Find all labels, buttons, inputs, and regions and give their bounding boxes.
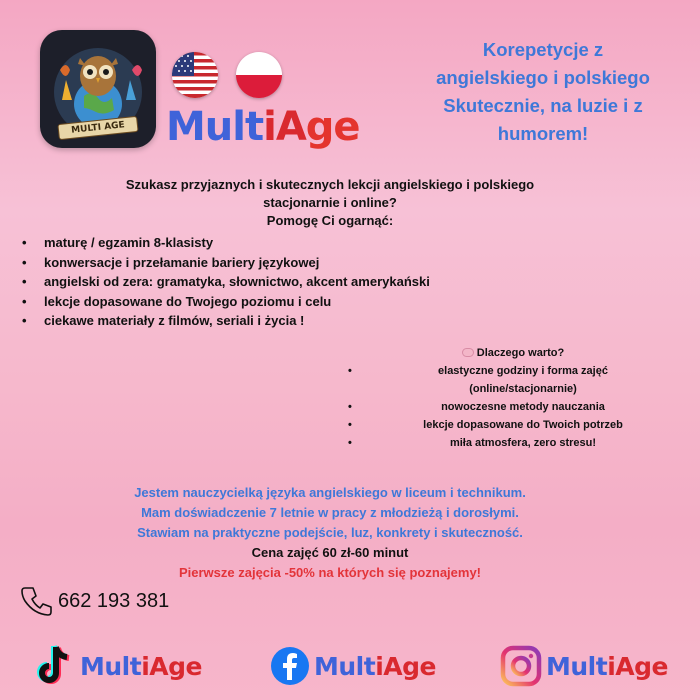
instagram-link[interactable] xyxy=(500,640,668,692)
list-item: • ciekawe materiały z filmów, seriali i życia ! xyxy=(22,311,430,331)
list-item: • miła atmosfera, zero stresu! xyxy=(348,437,597,449)
promo-text: Pierwsze zajęcia -50% na których się poznajemy! xyxy=(178,565,482,580)
tiktok-icon xyxy=(34,643,76,689)
us-flag-icon xyxy=(172,52,218,98)
intro-line-1: Szukasz przyjaznych i skutecznych lekcji angielskiego i polskiego xyxy=(125,177,535,192)
headline-line-1: Korepetycje z xyxy=(482,39,604,60)
list-item: • elastyczne godziny i forma zajęć xyxy=(348,365,608,377)
why-section xyxy=(348,344,678,452)
tiktok-label-2: iA xyxy=(141,651,169,681)
instagram-label-1: Mult xyxy=(546,651,608,681)
intro-text xyxy=(40,176,620,230)
tiktok-link[interactable] xyxy=(34,640,202,692)
about-section xyxy=(0,483,660,583)
about-line-2: Mam doświadczenie 7 letnie w pracy z młodzieżą i dorosłymi. xyxy=(141,505,519,520)
brand-part-1: Mult xyxy=(166,104,264,150)
headline xyxy=(388,36,698,148)
facebook-icon xyxy=(270,646,310,686)
brand-wordmark xyxy=(166,104,360,150)
list-item: • lekcje dopasowane do Twoich potrzeb xyxy=(348,419,623,431)
logo-banner: MULTI AGE xyxy=(57,116,138,140)
list-item: • maturę / egzamin 8-klasisty xyxy=(22,233,430,253)
pl-flag-icon xyxy=(236,52,282,98)
why-heading: Dlaczego warto? xyxy=(348,344,678,362)
about-line-3: Stawiam na praktyczne podejście, luz, konkrety i skuteczność. xyxy=(137,525,523,540)
list-item: • nowoczesne metody nauczania xyxy=(348,401,605,413)
tiktok-label-3: ge xyxy=(168,651,202,681)
headline-line-4: humorem! xyxy=(497,123,589,144)
instagram-icon xyxy=(500,645,542,687)
offer-list xyxy=(22,233,430,331)
intro-line-2: stacjonarnie i online? xyxy=(263,195,397,210)
intro-line-3: Pomogę Ci ogarnąć: xyxy=(266,213,394,228)
headline-line-2: angielskiego i polskiego xyxy=(436,67,650,88)
facebook-label-2: iA xyxy=(375,651,403,681)
facebook-link[interactable] xyxy=(270,640,436,692)
logo-image xyxy=(40,30,156,148)
tiktok-label-1: Mult xyxy=(80,651,142,681)
phone-icon xyxy=(20,584,54,618)
instagram-label-2: iA xyxy=(607,651,635,681)
list-item: (online/stacjonarnie) xyxy=(469,383,577,395)
price-text: Cena zajęć 60 zł-60 minut xyxy=(251,545,409,560)
list-item: • konwersacje i przełamanie bariery językowej xyxy=(22,253,430,273)
list-item: • angielski od zera: gramatyka, słownictwo, akcent amerykański xyxy=(22,272,430,292)
brand-part-3: ge xyxy=(305,104,360,150)
facebook-label-1: Mult xyxy=(314,651,376,681)
phone-contact[interactable] xyxy=(20,584,169,618)
brand-part-2: iA xyxy=(263,104,306,150)
brain-icon xyxy=(462,348,474,357)
list-item: • lekcje dopasowane do Twojego poziomu i celu xyxy=(22,292,430,312)
instagram-label-3: ge xyxy=(634,651,668,681)
facebook-label-3: ge xyxy=(402,651,436,681)
headline-line-3: Skutecznie, na luzie i z xyxy=(443,95,643,116)
phone-number: 662 193 381 xyxy=(58,589,170,612)
about-line-1: Jestem nauczycielką języka angielskiego w liceum i technikum. xyxy=(134,485,526,500)
